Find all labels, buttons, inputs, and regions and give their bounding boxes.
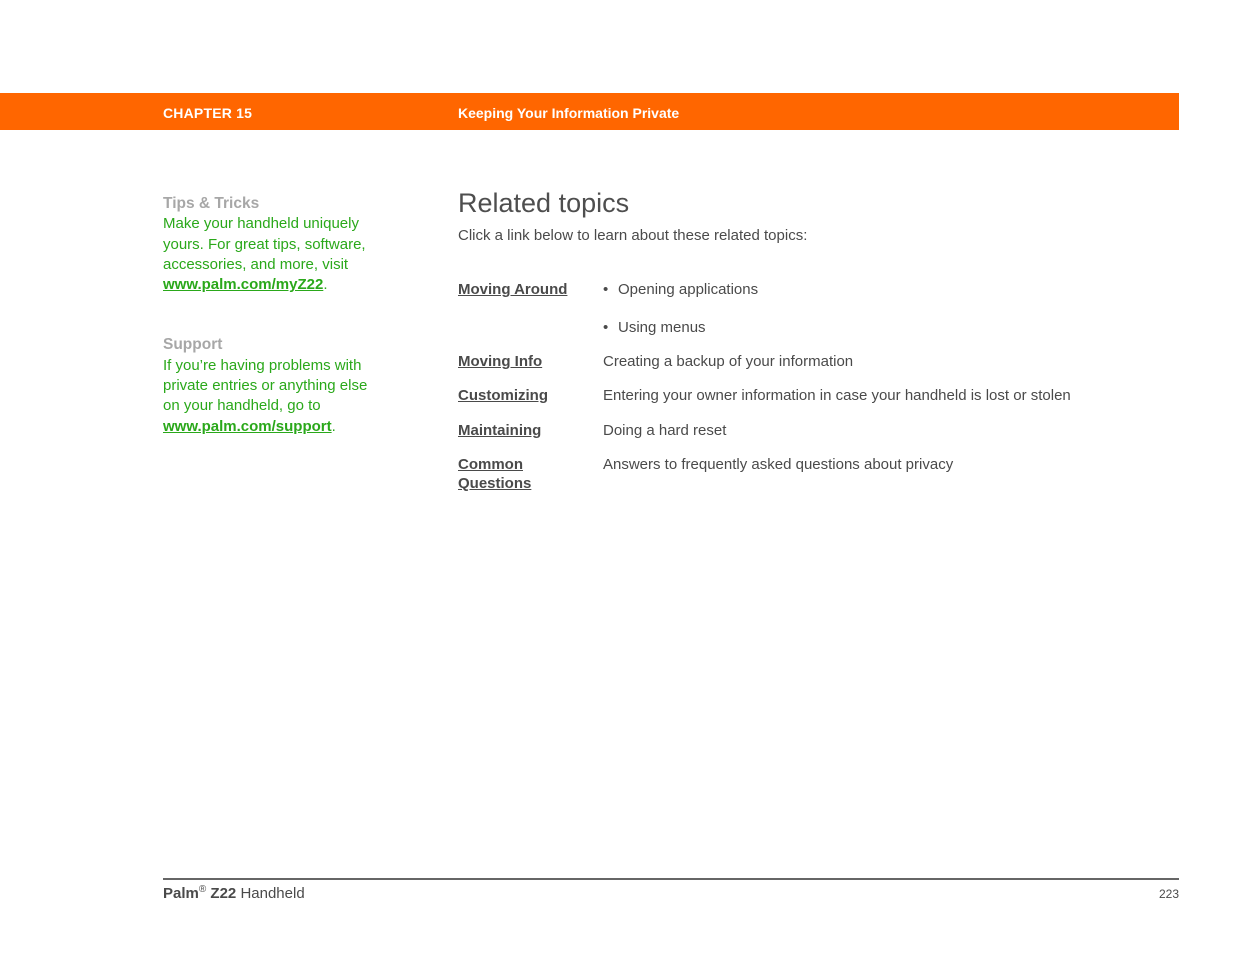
tips-text: Make your handheld uniquely yours. For great tips, software, accessories, and more, visit: [163, 215, 366, 273]
tips-heading: Tips & Tricks: [163, 195, 260, 212]
support-suffix: .: [331, 417, 336, 435]
common-questions-link[interactable]: [458, 455, 531, 493]
customizing-desc: Entering your owner information in case your handheld is lost or stolen: [603, 387, 1071, 404]
opening-applications-text: Opening applications: [618, 281, 759, 298]
footer-product-name: Handheld: [240, 885, 305, 902]
support-heading: Support: [163, 336, 223, 354]
tips-suffix: .: [323, 276, 328, 294]
footer-brand: Palm: [163, 885, 199, 902]
moving-info-desc: Creating a backup of your information: [603, 353, 854, 370]
common-questions-line1: Common: [458, 456, 523, 473]
customizing-link[interactable]: Customizing: [458, 387, 548, 404]
footer-model: Z22: [210, 885, 237, 902]
using-menus-text: Using menus: [618, 319, 706, 336]
support-body: [163, 356, 373, 437]
support-link[interactable]: www.palm.com/support: [163, 417, 332, 435]
tips-body: [163, 214, 373, 295]
support-block: [163, 335, 373, 436]
page-title: Related topics: [458, 188, 630, 218]
common-questions-desc: Answers to frequently asked questions about privacy: [603, 456, 954, 473]
maintaining-link[interactable]: Maintaining: [458, 422, 542, 439]
support-text: If you’re having problems with private entries or anything else on your handheld, go to: [163, 356, 368, 415]
myz22-link[interactable]: www.palm.com/myZ22: [163, 276, 324, 294]
footer-divider: [163, 878, 1179, 880]
moving-info-link[interactable]: Moving Info: [458, 353, 543, 370]
sidebar: [163, 194, 373, 437]
maintaining-desc: Doing a hard reset: [603, 422, 727, 439]
page-number: 223: [1158, 887, 1179, 901]
common-questions-line2: Questions: [458, 475, 532, 492]
intro-text: Click a link below to learn about these related topics:: [458, 227, 808, 244]
tips-tricks-block: [163, 194, 373, 295]
topic-bullet-item: [603, 318, 706, 337]
bullet-icon: •: [603, 319, 609, 336]
bullet-icon: •: [603, 281, 609, 298]
chapter-number: CHAPTER 15: [163, 105, 253, 121]
topic-bullet-item: [603, 280, 758, 299]
registered-mark: ®: [198, 884, 207, 895]
moving-around-link[interactable]: Moving Around: [458, 281, 568, 298]
chapter-title: Keeping Your Information Private: [458, 105, 680, 121]
main-content: [458, 186, 1158, 244]
footer-product: [163, 884, 305, 902]
